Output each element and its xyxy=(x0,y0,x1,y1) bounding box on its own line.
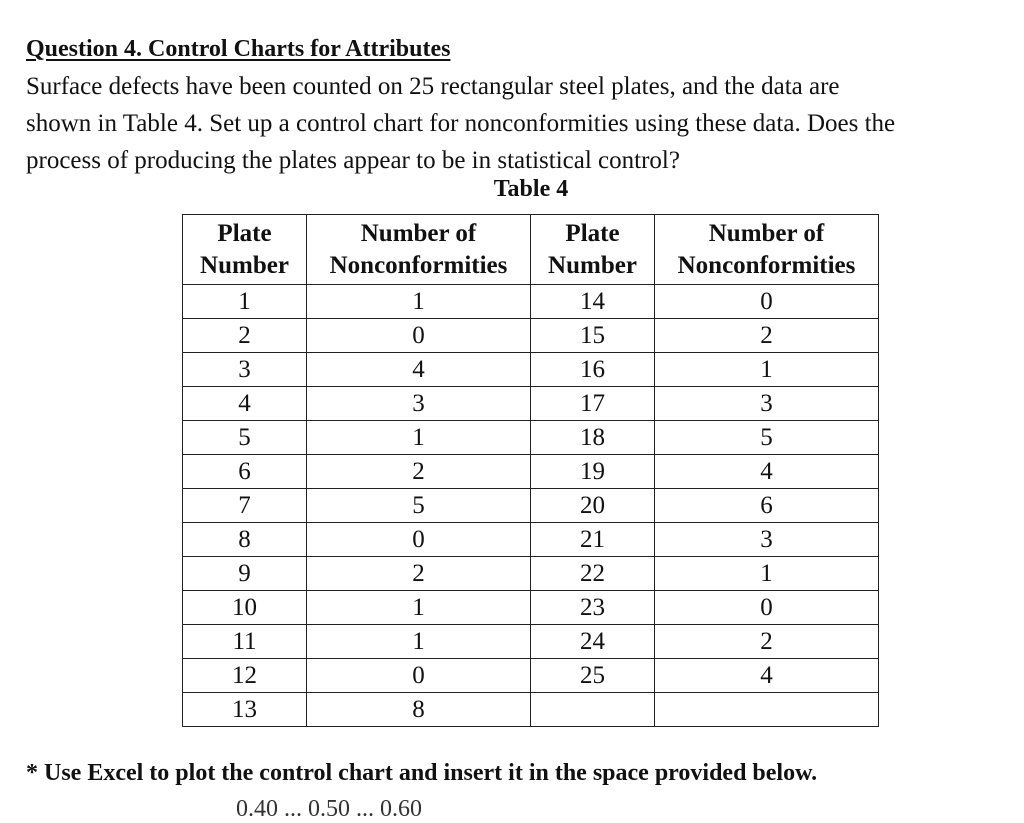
table-cell: 8 xyxy=(183,523,307,557)
excel-note: * Use Excel to plot the control chart and insert it in the space provided below. xyxy=(26,760,818,786)
table-cell: 19 xyxy=(531,455,655,489)
table-cell: 20 xyxy=(531,489,655,523)
table-row xyxy=(183,455,879,489)
table-row xyxy=(183,523,879,557)
question-body xyxy=(26,68,1024,179)
table-row xyxy=(183,625,879,659)
header-plate-number-2: Plate Number xyxy=(531,215,655,285)
table-row xyxy=(183,387,879,421)
table-cell: 5 xyxy=(183,421,307,455)
table-cell: 6 xyxy=(183,455,307,489)
table-row xyxy=(183,659,879,693)
table-row xyxy=(183,489,879,523)
question-line: process of producing the plates appear to be in statistical control? xyxy=(26,147,680,174)
table-cell: 1 xyxy=(655,353,879,387)
question-heading: Question 4. Control Charts for Attributes xyxy=(26,36,451,62)
table-cell: 25 xyxy=(531,659,655,693)
header-nonconformities-2: Number of Nonconformities xyxy=(655,215,879,285)
question-line: shown in Table 4. Set up a control chart for nonconformities using these data. Does the xyxy=(26,110,896,137)
table-cell: 2 xyxy=(655,319,879,353)
table-cell: 0 xyxy=(307,659,531,693)
table-row xyxy=(183,353,879,387)
table-cell: 1 xyxy=(307,421,531,455)
table-cell: 0 xyxy=(307,523,531,557)
table-cell: 1 xyxy=(307,285,531,319)
table-cell: 24 xyxy=(531,625,655,659)
table-cell xyxy=(531,693,655,727)
table-cell: 2 xyxy=(183,319,307,353)
table-cell: 16 xyxy=(531,353,655,387)
table-cell: 23 xyxy=(531,591,655,625)
table-cell: 1 xyxy=(307,591,531,625)
table-cell: 1 xyxy=(183,285,307,319)
table-cell: 5 xyxy=(307,489,531,523)
table-cell: 9 xyxy=(183,557,307,591)
header-plate-number-1: Plate Number xyxy=(183,215,307,285)
table-cell: 3 xyxy=(655,387,879,421)
table-cell: 2 xyxy=(307,455,531,489)
table-row xyxy=(183,591,879,625)
table-cell: 13 xyxy=(183,693,307,727)
table-cell: 2 xyxy=(655,625,879,659)
table-cell: 7 xyxy=(183,489,307,523)
table-header-row xyxy=(183,215,879,285)
table-cell: 15 xyxy=(531,319,655,353)
table-row xyxy=(183,557,879,591)
table-cell: 4 xyxy=(183,387,307,421)
nonconformities-table xyxy=(182,214,879,727)
table-cell: 10 xyxy=(183,591,307,625)
table-cell: 21 xyxy=(531,523,655,557)
header-nonconformities-1: Number of Nonconformities xyxy=(307,215,531,285)
table-row xyxy=(183,285,879,319)
table-cell: 1 xyxy=(307,625,531,659)
table-cell xyxy=(655,693,879,727)
question-line: Surface defects have been counted on 25 rectangular steel plates, and the data are xyxy=(26,73,840,100)
table-body xyxy=(183,285,879,727)
table-cell: 4 xyxy=(655,659,879,693)
table-row xyxy=(183,693,879,727)
table-cell: 4 xyxy=(307,353,531,387)
table-cell: 22 xyxy=(531,557,655,591)
table-cell: 0 xyxy=(655,591,879,625)
table-cell: 18 xyxy=(531,421,655,455)
table-cell: 11 xyxy=(183,625,307,659)
table-cell: 14 xyxy=(531,285,655,319)
table-cell: 0 xyxy=(307,319,531,353)
table-cell: 6 xyxy=(655,489,879,523)
table-title: Table 4 xyxy=(493,176,569,202)
table-cell: 1 xyxy=(655,557,879,591)
table-cell: 5 xyxy=(655,421,879,455)
table-cell: 17 xyxy=(531,387,655,421)
table-cell: 0 xyxy=(655,285,879,319)
table-row xyxy=(183,319,879,353)
table-cell: 4 xyxy=(655,455,879,489)
table-cell: 2 xyxy=(307,557,531,591)
table-cell: 12 xyxy=(183,659,307,693)
table-row xyxy=(183,421,879,455)
table-cell: 3 xyxy=(655,523,879,557)
table-cell: 3 xyxy=(183,353,307,387)
cutoff-text: 0.40 ... 0.50 ... 0.60 xyxy=(236,796,422,822)
table-cell: 3 xyxy=(307,387,531,421)
table-cell: 8 xyxy=(307,693,531,727)
